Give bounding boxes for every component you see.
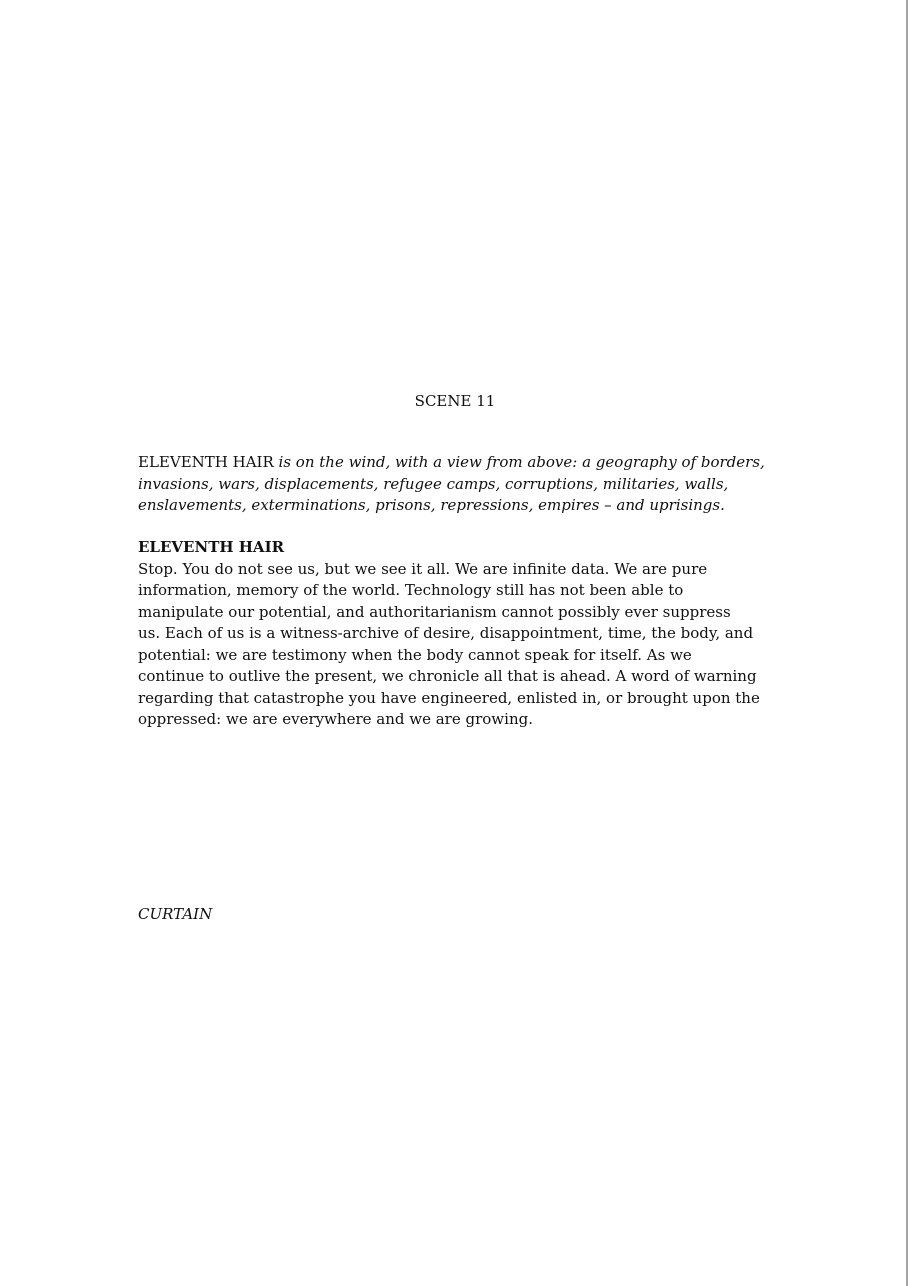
stage-direction-line: enslavements, exterminations, prisons, repressions, empires – and uprisings. [138, 496, 725, 514]
speech-line: potential: we are testimony when the body cannot speak for itself. As we [138, 645, 692, 664]
stage-direction-text: is on the wind, with a view from above: a geography of borders, [278, 453, 765, 471]
speech-line: oppressed: we are everywhere and we are growing. [138, 710, 533, 728]
speech-line: manipulate our potential, and authoritarianism cannot possibly ever suppress [138, 602, 731, 621]
stage-direction-line: invasions, wars, displacements, refugee camps, corruptions, militaries, walls, [138, 474, 729, 493]
speech-line: information, memory of the world. Technology still has not been able to [138, 581, 684, 599]
speech-line: continue to outlive the present, we chronicle all that is ahead. A word of warning [138, 667, 757, 685]
stage-direction-line [138, 452, 788, 474]
character-name: ELEVENTH HAIR [138, 538, 285, 556]
scene-heading: SCENE 11 [414, 392, 496, 410]
curtain-label: CURTAIN [138, 905, 213, 923]
stage-direction-speaker: ELEVENTH HAIR [138, 453, 274, 471]
page-right-edge-line [906, 0, 908, 1286]
speech-block [138, 537, 788, 731]
speech-line: regarding that catastrophe you have engineered, enlisted in, or brought upon the [138, 688, 760, 707]
speech-line: Stop. You do not see us, but we see it all. We are infinite data. We are pure [138, 559, 708, 578]
speech-lines [138, 559, 788, 731]
speech-line: us. Each of us is a witness-archive of desire, disappointment, time, the body, and [138, 624, 754, 642]
stage-direction [138, 452, 788, 517]
